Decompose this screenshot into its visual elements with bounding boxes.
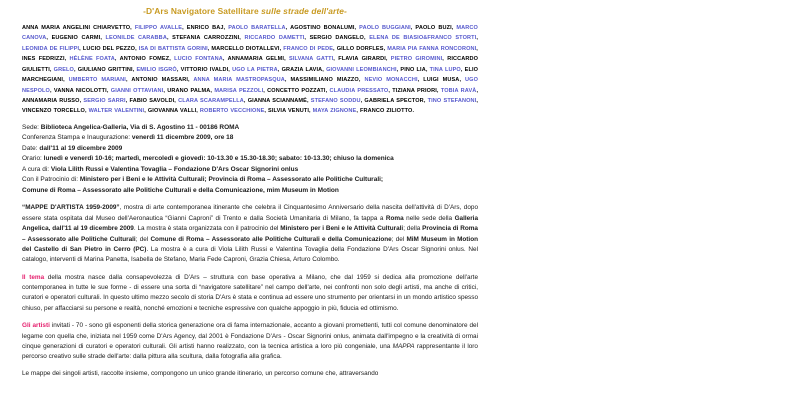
artist-separator: , xyxy=(223,25,229,31)
artist-name: INES FEDRIZZI xyxy=(22,56,65,63)
artist-name: MARCELLO DIOTALLEVI xyxy=(211,45,280,52)
cura-value: Viola Lilith Russi e Valentina Tovaglia – Fondazione D'Ars Oscar Signorini onlus xyxy=(50,165,299,173)
artist-separator: , xyxy=(304,35,310,42)
p1-seg3: Roma xyxy=(385,214,404,222)
artist-name: GIOVANNA VALLI xyxy=(147,108,197,115)
artist-name: PINO LIA xyxy=(400,66,426,73)
artist-name: LEONILDE CARABBA xyxy=(105,35,167,42)
artist-name: EUGENIO CARMI xyxy=(51,35,101,42)
artist-separator: , xyxy=(476,97,478,104)
cura-label: A cura di: xyxy=(22,165,51,173)
p3-mapword: MAPPA xyxy=(392,342,415,350)
artist-name: FILIPPO AVALLE xyxy=(134,25,183,31)
artist-separator: , xyxy=(385,56,391,63)
artist-separator: , xyxy=(325,87,330,94)
artist-separator: , xyxy=(243,97,248,104)
artist-name: STEFANO SODDU xyxy=(310,97,361,104)
artist-name: ANNA MARIA MASTROPASQUA xyxy=(193,77,285,84)
artist-name: TINO STEFANONI xyxy=(427,97,477,104)
artist-name: MASSIMILIANO MIAZZO xyxy=(290,77,359,84)
artist-name: LUCIO DEL PEZZO xyxy=(82,45,136,52)
artist-name: AGOSTINO BONALUMI xyxy=(290,25,355,31)
p1-seg12: ; del xyxy=(391,235,407,243)
artist-name: RICCARDO DAMETTI xyxy=(244,35,305,42)
artist-name: TOBIA RAVÀ xyxy=(440,87,477,94)
artist-separator: , xyxy=(277,66,282,73)
p1-seg14: . La mostra è a cura di Viola Lilith Russi e Valentina Tovaglia della Fondazione D'Ars Oscar Signorini onlus. Nel catalogo, interventi di Marina Panetta, Isabella de Stefano, Maria Fede Caproni, Grazia Chiesa, Arturo Colombo. xyxy=(22,245,478,264)
artist-name: ANNAMARIA RUSSO xyxy=(22,97,80,104)
p1-seg13: MiM Museum in Motion del Castello di San Pietro in Cerro (PC) xyxy=(22,235,479,253)
artist-separator: , xyxy=(182,25,187,31)
artist-separator: , xyxy=(436,87,441,94)
artist-separator: , xyxy=(417,77,424,84)
artist-separator: , xyxy=(79,97,84,104)
artist-separator: , xyxy=(196,108,200,115)
detail-row-conferenza xyxy=(22,133,492,144)
artist-separator: , xyxy=(360,97,365,104)
p3-body1: invitati - 70 - sono gli esponenti della storica generazione ora di fama internazionale, accanto a giovani promettenti, tutti col comune denominatore del legame con quella che, iniziata nel 1959 come D'Ars Agency, dal 2001 è Fondazione D'Ars - Oscar Signorini onlus, animata dall'impegno e la creatività di ormai cinque generazioni di curatori e operatori culturali. Gli artisti hanno realizzato, con la tecnica artistica a loro più congeniale, una xyxy=(22,322,478,350)
artist-name: EMILIO ISGRÒ xyxy=(136,66,177,73)
artist-name: UGO NESPOLO xyxy=(22,77,479,94)
artist-separator: , xyxy=(132,66,137,73)
artist-name: SERGIO DANGELO xyxy=(309,35,364,42)
artist-separator: , xyxy=(333,45,337,52)
artist-name: SILVIA VENUTI xyxy=(268,108,310,115)
p1-seg8: ; della xyxy=(403,225,423,233)
event-details-block xyxy=(22,123,492,197)
artist-name: ELENA DE BIASIO&FRANCO STORTI xyxy=(369,35,477,42)
artist-separator: , xyxy=(106,87,111,94)
artist-name: UMBERTO MARIANI xyxy=(68,77,126,84)
p2-lead: Il tema xyxy=(22,273,45,281)
artist-name: GIANNI OTTAVIANI xyxy=(110,87,164,94)
artist-separator: , xyxy=(130,25,135,31)
p1-seg5: Galleria Angelica, dall'11 al 19 dicembre 2009 xyxy=(22,214,479,233)
paragraph-mappe-artista xyxy=(22,203,478,265)
artist-name: GRAZIA LAVIA xyxy=(281,66,323,73)
patrocinio-label: Con il Patrocinio di: xyxy=(22,176,80,184)
artist-name: TIZIANA PRIORI xyxy=(392,87,437,94)
artist-separator: , xyxy=(284,77,291,84)
artist-name: ANNA MARIA ANGELINI CHIARVETTO xyxy=(22,25,131,31)
artist-separator: , xyxy=(176,66,181,73)
p1-seg9: Provincia di Roma – Assessorato alle Politiche Culturali xyxy=(22,225,478,243)
artist-name: HÉLÈNE FOATA xyxy=(69,56,115,63)
artist-separator: , xyxy=(79,45,83,52)
artist-separator: , xyxy=(285,25,291,31)
artist-separator: , xyxy=(46,35,52,42)
sede-label: Sede: xyxy=(22,123,41,131)
artist-name: MAYA ZIGNONE xyxy=(312,108,357,115)
artist-name: ENRICO BAJ xyxy=(186,25,224,31)
artist-separator: , xyxy=(228,66,233,73)
artist-name: GILLO DORFLES xyxy=(336,45,384,52)
paragraph-gli-artisti xyxy=(22,321,478,363)
artist-name: LUIGI MUSA xyxy=(423,77,460,84)
title-text xyxy=(143,6,347,16)
artist-separator: , xyxy=(166,35,173,42)
artist-name: FLAVIA GIRARDI xyxy=(338,56,386,63)
artist-name: ANTONIO FOMEZ xyxy=(119,56,170,63)
artist-name: TINA LUPO xyxy=(429,66,461,73)
artist-name: CLAUDIA PRESSATO xyxy=(329,87,389,94)
date-label: Date: xyxy=(22,144,40,152)
artist-separator: , xyxy=(333,56,339,63)
artist-separator: , xyxy=(396,66,401,73)
detail-row-patrocinio xyxy=(22,175,492,186)
p1-seg4: nelle sede della xyxy=(403,214,455,222)
artist-name: GIOVANNI LEOMBIANCHI xyxy=(326,66,397,73)
artist-separator: , xyxy=(49,87,54,94)
artist-separator: , xyxy=(169,56,175,63)
artist-separator: , xyxy=(125,97,130,104)
artist-separator: , xyxy=(322,66,327,73)
artist-name: STEFANIA CARROZZINI xyxy=(172,35,240,42)
artist-separator: , xyxy=(410,25,416,31)
artist-separator: , xyxy=(210,87,215,94)
artist-separator: , xyxy=(460,66,465,73)
patrocinio-value-line2: Comune di Roma – Assessorato alle Politiche Culturali e della Comunicazione, mim Museum in Motion xyxy=(22,186,339,194)
artist-name: FRANCO DI PEDE xyxy=(283,45,334,52)
artist-name: VINCENZO TORCELLO xyxy=(22,108,85,115)
artist-name: SILVANA GATTI xyxy=(289,56,334,63)
artist-name: ROBERTO VECCHIONE xyxy=(199,108,265,115)
artist-name: ELIO MARCHEGIANI xyxy=(22,66,479,84)
artist-separator: , xyxy=(425,66,430,73)
artist-separator: , xyxy=(84,108,89,115)
artist-separator: , xyxy=(114,56,120,63)
orario-label: Orario: xyxy=(22,155,44,163)
artist-separator: , xyxy=(263,87,268,94)
artist-separator: , xyxy=(364,35,370,42)
artist-name: ANTONIO MASSARI xyxy=(131,77,189,84)
artist-separator: , xyxy=(383,45,388,52)
p1-seg11: Comune di Roma – Assessorato alle Politiche Culturali e della Comunicazione xyxy=(150,235,392,243)
artist-separator: , xyxy=(163,87,168,94)
artist-name: CLARA SCARAMPELLA xyxy=(178,97,244,104)
artist-separator: , xyxy=(358,77,365,84)
artist-name: URANO PALMA xyxy=(167,87,211,94)
patrocinio-value-line1: Ministero per i Beni e le Attività Culturali; Provincia di Roma – Assessorato alle Politiche Culturali; xyxy=(79,176,384,184)
artist-separator: , xyxy=(222,56,228,63)
artist-name: VITTORIO IVALDI xyxy=(180,66,229,73)
sede-value: Biblioteca Angelica-Galleria, Via di S. Agostino 11 - 00186 ROMA xyxy=(40,123,240,131)
artist-name: VANNA NICOLOTTI xyxy=(53,87,107,94)
artist-separator: , xyxy=(63,77,69,84)
artist-separator: , xyxy=(442,56,448,63)
artist-separator: , xyxy=(309,108,313,115)
artist-separator: , xyxy=(476,87,479,94)
artist-separator: , xyxy=(388,87,393,94)
artist-separator: , xyxy=(354,25,360,31)
title-italic: sulle strade dell'arte- xyxy=(261,6,347,16)
artist-name: PAOLO BARATELLA xyxy=(228,25,286,31)
artist-separator: , xyxy=(356,108,360,115)
artist-name: NEVIO MONACCHI xyxy=(364,77,418,84)
artist-name: PAOLO BUGGIANI xyxy=(359,25,411,31)
detail-row-sede xyxy=(22,123,492,134)
p2-body: della mostra nasce dalla consapevolezza di D'Ars – struttura con base operativa a Milano, che dal 1959 si dedica alla promozione dell'arte contemporanea in tutte le sue forme - di essere una sorta di “navigatore satellitare” nel campo dell'arte, nei confronti non solo degli artisti, ma anche di critici, curatori e operatori culturali. In questo ultimo mezzo secolo di storia D'Ars è stata e continua ad essere uno strumento per orientarsi in un mondo artistico spesso chiuso, per affacciarsi su persone e realtà, nonché emozioni e tecniche espressive con qualche appoggio in più, fiducia ed ottimismo. xyxy=(22,273,479,312)
artist-name: ANNAMARIA GELMI xyxy=(227,56,285,63)
artist-separator: , xyxy=(239,35,245,42)
artist-separator: , xyxy=(100,35,106,42)
artist-separator: , xyxy=(284,56,290,63)
artist-separator: , xyxy=(306,97,311,104)
artist-name: LUCIO FONTANA xyxy=(174,56,223,63)
date-value: dall'11 al 19 dicembre 2009 xyxy=(39,144,123,152)
artist-separator: , xyxy=(423,97,428,104)
artist-name-list xyxy=(22,23,478,117)
artist-name: MARISA PEZZOLI xyxy=(214,87,264,94)
page-title xyxy=(0,0,800,19)
p3-lead: Gli artisti xyxy=(22,322,50,330)
artist-separator: , xyxy=(188,77,194,84)
artist-separator: , xyxy=(451,25,457,31)
artist-name: LEONIDA DE FILIPPI xyxy=(22,45,80,52)
p1-seg10: ; del xyxy=(135,235,151,243)
artist-name: WALTER VALENTINI xyxy=(88,108,145,115)
p1-seg2: , mostra di arte contemporanea itinerante che celebra il Cinquantesimo Anniversario della nascita dell'attività di D'Ars, dopo essere stata ospitata dal Museo dell'Aeronautica “Gianni Caproni” di Trento e dalla Società Umanitaria di Milano, fa tappa a xyxy=(22,204,479,222)
artist-name: PAOLO BUZI xyxy=(415,25,452,31)
p1-seg1: “MAPPE D'ARTISTA 1959-2009” xyxy=(22,204,120,212)
p1-seg7: Ministero per i Beni e le Attività Culturali xyxy=(280,225,404,233)
artist-separator: , xyxy=(459,77,466,84)
artist-name: SERGIO SARRI xyxy=(83,97,126,104)
artist-separator: , xyxy=(74,66,78,73)
artist-name: GIULIANO GRITTINI xyxy=(77,66,133,73)
artist-name: GABRIELA SPECTOR xyxy=(364,97,424,104)
conferenza-label: Conferenza Stampa e Inaugurazione: xyxy=(22,134,132,142)
detail-row-orario xyxy=(22,154,492,165)
artist-separator: , xyxy=(125,77,132,84)
artist-separator: , xyxy=(64,56,70,63)
artist-name: MARIA PIA FANNA RONCORONI xyxy=(387,45,477,52)
orario-value: lunedì e venerdì 10-16; martedì, mercoledì e giovedì: 10-13.30 e 15.30-18.30; sabato: 10-13.30; chiuso la domenica xyxy=(43,155,394,163)
conferenza-value: venerdì 11 dicembre 2009, ore 18 xyxy=(131,134,234,142)
artist-separator: , xyxy=(207,45,212,52)
artist-separator: , xyxy=(174,97,179,104)
artist-separator: , xyxy=(49,66,54,73)
artist-name: RICCARDO GIULIETTI xyxy=(22,56,479,73)
artist-name: CONCETTO POZZATI xyxy=(267,87,326,94)
artist-name: GRELO xyxy=(53,66,74,73)
artist-name: MARCO CANOVA xyxy=(22,25,478,42)
artist-name: FABIO SAVOLDI xyxy=(129,97,175,104)
p1-seg6: . La mostra è stata organizzata con il patrocinio del xyxy=(133,225,281,233)
detail-row-date xyxy=(22,144,492,155)
paragraph-clipped: Le mappe dei singoli artisti, raccolte insieme, compongono un unico grande itinerario, un percorso comune che, attraversando xyxy=(22,369,379,377)
artist-name: UGO LA PIETRA xyxy=(232,66,278,73)
detail-row-cura xyxy=(22,165,492,176)
artist-name: GIANNA SCIANNAMÉ xyxy=(247,97,307,104)
artist-separator: , xyxy=(135,45,139,52)
artist-separator: , xyxy=(279,45,284,52)
detail-row-patrocinio-cont xyxy=(22,186,492,197)
artist-separator: , xyxy=(144,108,148,115)
p3-body2: rappresentante il loro percorso creativo sulle strade dell'arte: dalla pittura alla scultura, dalla fotografia alla grafica. xyxy=(22,342,478,361)
artist-name: ISA DI BATTISTA GORINI xyxy=(138,45,208,52)
artist-separator: , xyxy=(476,45,478,52)
artist-separator: , xyxy=(476,35,478,42)
artist-separator: , xyxy=(264,108,269,115)
artist-name: PIETRO GIROMINI xyxy=(390,56,443,63)
title-prefix: -D'Ars Navigatore Satellitare xyxy=(143,6,262,16)
paragraph-il-tema xyxy=(22,273,478,315)
artist-name: FRANCO ZILIOTTO. xyxy=(359,108,415,115)
